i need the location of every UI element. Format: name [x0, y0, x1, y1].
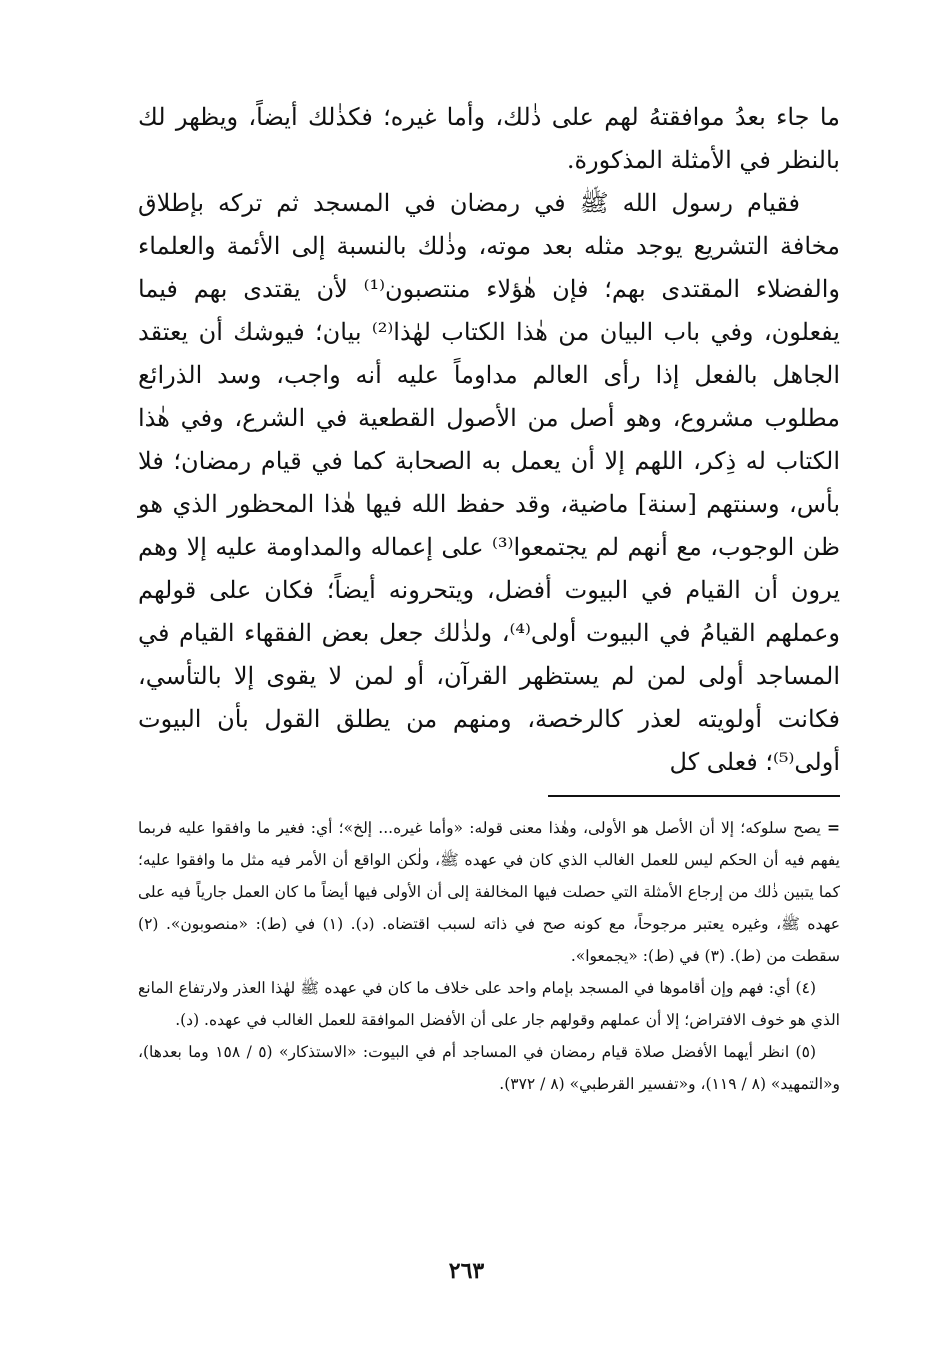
footnotes — [138, 812, 840, 1100]
page-number: ٢٦٣ — [448, 1258, 485, 1284]
footnote-4: (٤) أي: فهم وإن أقاموها في المسجد بإمام واحد على خلاف ما كان في عهده ﷺ لهٰذا العذر ولارتفاع المانع الذي هو خوف الافتراض؛ إلا أن عملهم وقولهم جار على أن الأفضل الموافقة للعمل الغالب في عهده. (د). — [138, 979, 840, 1029]
footnote-continuation — [138, 812, 840, 972]
main-text — [138, 96, 840, 784]
paragraph-2: فقيام رسول الله ﷺ في رمضان في المسجد ثم تركه بإطلاق مخافة التشريع يوجد مثله بعد موته، وذٰلك بالنسبة إلى الأئمة والعلماء والفضلاء المقتدى بهم؛ فإن هٰؤلاء منتصبون⁽¹⁾ لأن يقتدى بهم فيما يفعلون، وفي باب البيان من هٰذا الكتاب لهٰذا⁽²⁾ بيان؛ فيوشك أن يعتقد الجاهل بالفعل إذا رأى العالم مداوماً عليه أنه واجب، وسد الذرائع مطلوب مشروع، وهو أصل من الأصول القطعية في الشرع، وفي هٰذا الكتاب له ذِكر، اللهم إلا أن يعمل به الصحابة كما في قيام رمضان؛ فلا بأس، وسنتهم [سنة] ماضية، وقد حفظ الله فيها هٰذا المحظور الذي هو ظن الوجوب، مع أنهم لم يجتمعوا⁽³⁾ على إعماله والمداومة عليه إلا وهم يرون أن القيام في البيوت أفضل، ويتحرونه أيضاً؛ فكان على قولهم وعملهم القيامُ في البيوت أولى⁽⁴⁾، ولذٰلك جعل بعض الفقهاء القيام في المساجد أولى لمن لم يستظهر القرآن، أو لمن لا يقوى إلا بالتأسي، فكانت أولويته لعذر كالرخصة، ومنهم من يطلق القول بأن البيوت أولى⁽⁵⁾؛ فعلى كل — [138, 189, 841, 776]
footnote-continuation-text: يصح سلوكه؛ إلا أن الأصل هو الأولى، وهٰذا معنى قوله: «وأما غيره... إلخ»؛ أي: فغير ما وافقوا عليه فربما يفهم فيه أن الحكم ليس للعمل الغالب الذي كان في عهده ﷺ، ولٰكن الواقع أن الأمر فيه مثل ما وافقوا عليه؛ كما يتبين ذٰلك من إرجاع الأمثلة التي حصلت فيها المخالفة إلى أن الأولى فيها أيضاً ما كان العمل جارياً فيه على عهده ﷺ، وغيره يعتبر مرجوحاً، مع كونه صح في ذاته لسبب اقتضاه. (د). (١) في (ط): «منصوبون». (٢) سقطت من (ط). (٣) في (ط): «يجمعوا». — [138, 819, 841, 965]
footnote-5: (٥) انظر أيهما الأفضل صلاة قيام رمضان في المساجد أم في البيوت: «الاستذكار» (٥ / ١٥٨ وما بعدها)، و«التمهيد» (٨ / ١١٩)، و«تفسير القرطبي» (٨ / ٣٧٢). — [138, 1043, 840, 1093]
paragraph-1: ما جاء بعدُ موافقتهُ لهم على ذٰلك، وأما غيره؛ فكذٰلك أيضاً، ويظهر لك بالنظر في الأمثلة المذكورة. — [138, 103, 840, 174]
continuation-mark: = — [827, 818, 840, 837]
footnote-separator — [548, 795, 840, 797]
